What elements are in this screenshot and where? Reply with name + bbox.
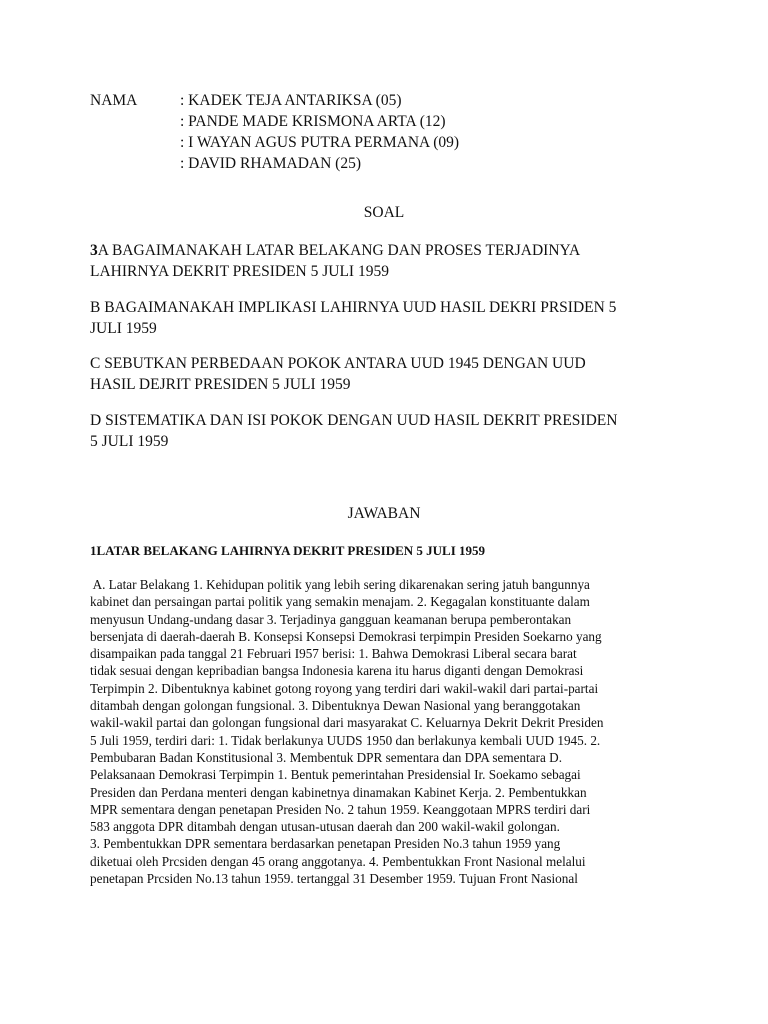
nama-label: NAMA [90, 92, 138, 109]
question-a [90, 240, 675, 282]
answer-line: A. Latar Belakang 1. Kehidupan politik yang lebih sering dikarenakan sering jatuh bangunnya [90, 577, 590, 592]
member-item: : PANDE MADE KRISMONA ARTA (12) [180, 113, 446, 130]
question-a-line1: A BAGAIMANAKAH LATAR BELAKANG DAN PROSES TERJADINYA [97, 242, 581, 259]
answer-line: 5 Juli 1959, terdiri dari: 1. Tidak berlakunya UUDS 1950 dan berlakunya kembali UUD 1945. 2. [90, 732, 601, 748]
answer-line: bersenjata di daerah-daerah B. Konsepsi Konsepsi Demokrasi terpimpin Presiden Soekarno yang [90, 628, 602, 644]
question-c [90, 353, 675, 395]
answer-line: penetapan Prcsiden No.13 tahun 1959. tertanggal 31 Desember 1959. Tujuan Front Nasional [90, 871, 578, 887]
member-item: : DAVID RHAMADAN (25) [180, 155, 361, 172]
answer-line: Pembubaran Badan Konstitusional 3. Membentuk DPR sementara dan DPA sementara D. [90, 749, 562, 765]
question-c-line1: C SEBUTKAN PERBEDAAN POKOK ANTARA UUD 1945 DENGAN UUD [90, 355, 586, 372]
jawaban-title: JAWABAN [347, 505, 421, 522]
answer-line: diketuai oleh Prcsiden dengan 45 orang anggotanya. 4. Pembentukkan Front Nasional melalui [90, 853, 586, 869]
question-a-line2: LAHIRNYA DEKRIT PRESIDEN 5 JULI 1959 [90, 263, 389, 280]
answer-line: Pelaksanaan Demokrasi Terpimpin 1. Bentuk pemerintahan Presidensial Ir. Soekamo sebagai [90, 767, 581, 783]
question-number: 3 [90, 242, 98, 259]
answer-line: disampaikan pada tanggal 21 Februari I957 berisi: 1. Bahwa Demokrasi Liberal secara barat [90, 646, 577, 662]
answer-line: tidak sesuai dengan kepribadian bangsa Indonesia karena itu harus diganti dengan Demokrasi [90, 663, 584, 679]
answer-line: Terpimpin 2. Dibentuknya kabinet gotong royong yang terdiri dari wakil-wakil dari partai-partai [90, 680, 599, 696]
member-item: : I WAYAN AGUS PUTRA PERMANA (09) [180, 134, 460, 151]
answer-line: wakil-wakil partai dan golongan fungsional dari masyarakat C. Keluarnya Dekrit Dekrit Presiden [90, 715, 604, 731]
member-list [180, 90, 459, 174]
answer-line: ditambah dengan golongan fungsional. 3. Dibentuknya Dewan Nasional yang beranggotakan [90, 698, 581, 714]
member-item: : KADEK TEJA ANTARIKSA (05) [180, 92, 402, 109]
answer-line: kabinet dan persaingan partai politik yang semakin menajam. 2. Kegagalan konstituante dalam [90, 594, 590, 610]
answer-line: MPR sementara dengan penetapan Presiden No. 2 tahun 1959. Keanggotaan MPRS terdiri dari [90, 801, 591, 817]
answer-line: 583 anggota DPR ditambah dengan utusan-utusan daerah dan 200 wakil-wakil golongan. [90, 819, 560, 835]
answer-line: Presiden dan Perdana menteri dengan kabinetnya dinamakan Kabinet Kerja. 2. Pembentukkan [90, 784, 587, 800]
answer-section-heading: 1LATAR BELAKANG LAHIRNYA DEKRIT PRESIDEN 5 JULI 1959 [90, 543, 486, 558]
question-d [90, 410, 675, 452]
question-b-line2: JULI 1959 [90, 320, 157, 337]
question-c-line2: HASIL DEJRIT PRESIDEN 5 JULI 1959 [90, 376, 351, 393]
question-d-line2: 5 JULI 1959 [90, 433, 169, 450]
answer-line: 3. Pembentukkan DPR sementara berdasarkan penetapan Presiden No.3 tahun 1959 yang [90, 836, 561, 852]
question-b [90, 297, 675, 339]
question-d-line1: D SISTEMATIKA DAN ISI POKOK DENGAN UUD HASIL DEKRIT PRESIDEN [90, 412, 618, 429]
question-b-line1: B BAGAIMANAKAH IMPLIKASI LAHIRNYA UUD HASIL DEKRI PRSIDEN 5 [90, 299, 617, 316]
soal-title: SOAL [363, 204, 405, 221]
answer-paragraph [90, 576, 682, 887]
answer-line: menyusun Undang-undang dasar 3. Terjadinya gangguan keamanan berupa pemberontakan [90, 611, 572, 627]
